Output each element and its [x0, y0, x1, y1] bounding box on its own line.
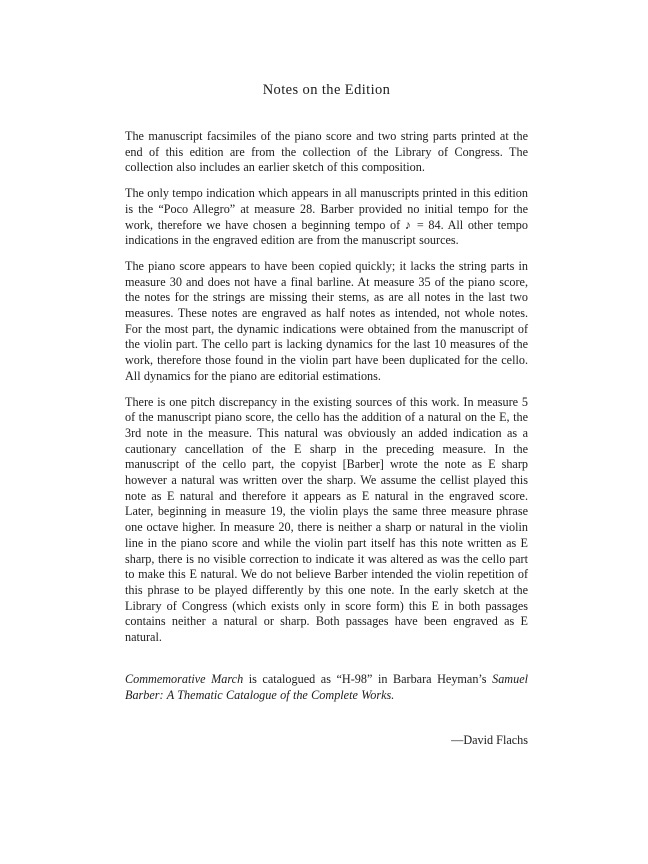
paragraph-piano-score-details: The piano score appears to have been copied quickly; it lacks the string parts in measure 30 and does not have a final barline. At measure 35 of the piano score, the notes for the strings are missing their stems, as are all notes in the last two measures. These notes are engraved as half notes as intended, not whole notes. For the most part, the dynamic indications were obtained from the manuscript of the violin part. The cello part is lacking dynamics for the last 10 measures of the work, therefore those found in the violin part have been duplicated for the cello. All dynamics for the piano are editorial estimations.	[125, 258, 528, 383]
paragraph-manuscript-facsimiles: The manuscript facsimiles of the piano score and two string parts printed at the end of this edition are from the collection of the Library of Congress. The collection also includes an earlier sketch of this composition.	[125, 129, 528, 175]
signature: —David Flachs	[451, 733, 528, 748]
paragraph-pitch-discrepancy: There is one pitch discrepancy in the existing sources of this work. In measure 5 of the manuscript piano score, the cello has the addition of a natural on the E, the 3rd note in the measure. This natural was obviously an added indication as a cautionary cancellation of the E sharp in the preceding measure. In the manuscript of the cello part, the copyist [Barber] wrote the note as E sharp however a natural was written over the sharp. We assume the cellist played this note as E natural and therefore it appears as E natural in the engraved score. Later, beginning in measure 19, the violin plays the same three measure phrase one octave higher. In measure 20, there is neither a sharp or natural in the violin line in the piano score and while the violin part itself has this note written as E sharp, there is no visible correction to indicate it was altered as was the cello part to make this E natural. We do not believe Barber intended the violin repetition of this phrase to be played differently by this one note. In the early sketch at the Library of Congress (which exists only in score form) this E in both passages contains neither a natural or sharp. Both passages have been engraved as E natural.	[125, 394, 528, 645]
notes-content	[125, 82, 528, 749]
catalog-note-text-segment: is catalogued as “H-98” in Barbara Heyman’s	[243, 671, 493, 686]
page-title: Notes on the Edition	[262, 82, 391, 98]
catalog-note-title-segment: Commemorative March	[125, 671, 244, 686]
catalog-note	[125, 672, 528, 703]
paragraph-tempo-indication: The only tempo indication which appears in all manuscripts printed in this edition is the “Poco Allegro” at measure 28. Barber provided no initial tempo for the work, therefore we have chosen a beginning tempo of ♪ = 84. All other tempo indications in the engraved edition are from the manuscript sources.	[125, 186, 528, 248]
catalog-note-title-segment: Samuel Barber: A Thematic Catalogue of the Complete Works.	[125, 671, 528, 702]
